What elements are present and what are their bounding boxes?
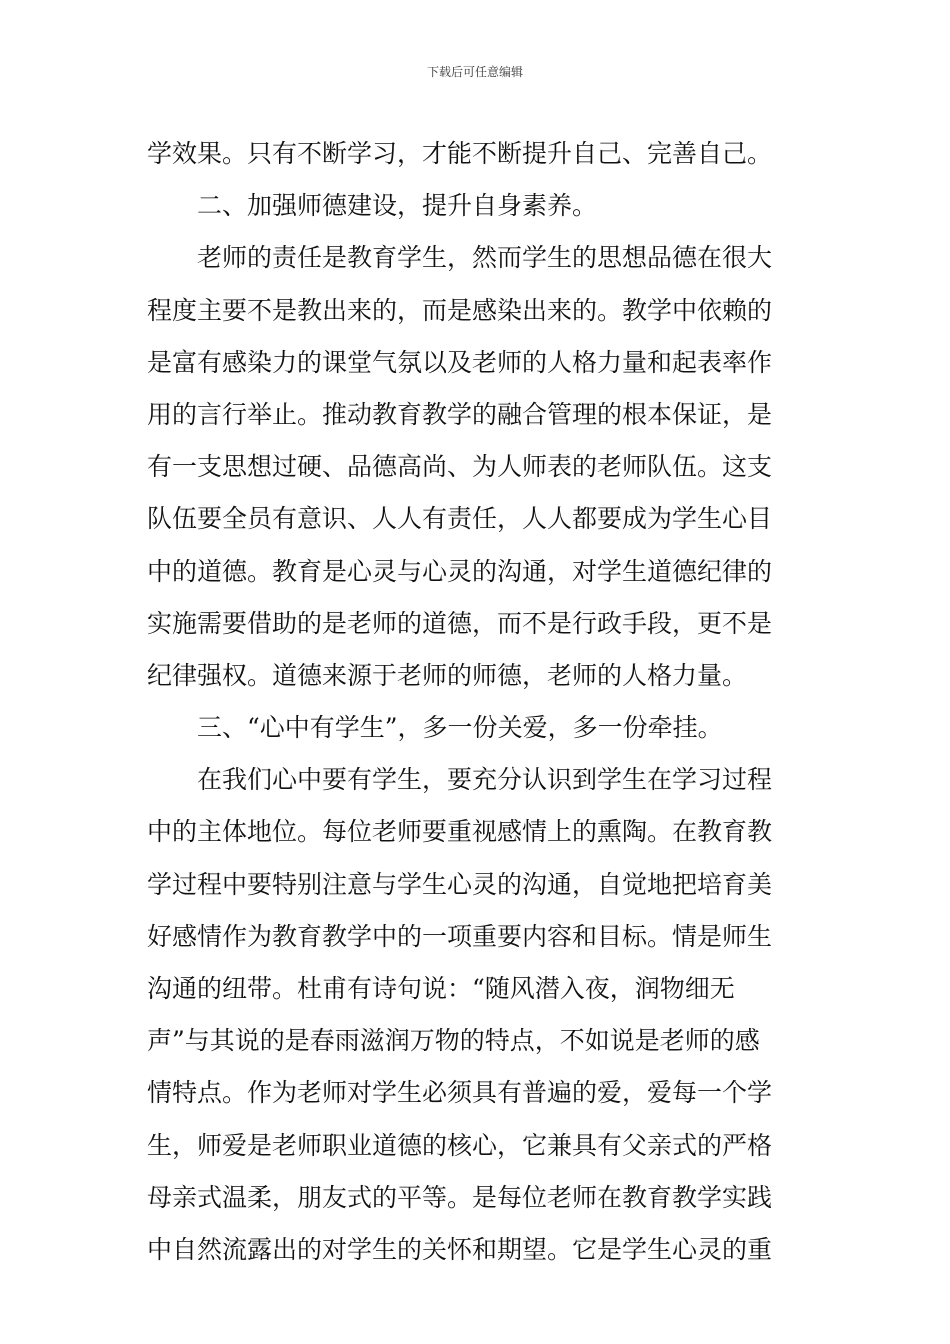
text-line: 在我们心中要有学生，要充分认识到学生在学习过程	[197, 765, 773, 795]
text-line: 声”与其说的是春雨滋润万物的特点，不如说是老师的感	[147, 1026, 760, 1056]
text-line: 情特点。作为老师对学生必须具有普遍的爱，爱每一个学	[147, 1078, 773, 1108]
section-heading: 三、“心中有学生”，多一份关爱，多一份牵挂。	[197, 713, 723, 743]
document-body	[147, 128, 807, 1276]
text-line: 有一支思想过硬、品德高尚、为人师表的老师队伍。这支	[147, 452, 773, 482]
text-line: 沟通的纽带。杜甫有诗句说：“随风潜入夜，润物细无	[147, 974, 735, 1003]
text-line: 老师的责任是教育学生，然而学生的思想品德在很大	[197, 243, 773, 273]
text-line: 学过程中要特别注意与学生心灵的沟通，自觉地把培育美	[147, 869, 773, 899]
text-line: 中自然流露出的对学生的关怀和期望。它是学生心灵的重	[147, 1234, 773, 1264]
section-heading: 二、加强师德建设，提升自身素养。	[197, 191, 598, 221]
text-line: 学效果。只有不断学习，才能不断提升自己、完善自己。	[147, 139, 773, 168]
text-line: 纪律强权。道德来源于老师的师德，老师的人格力量。	[147, 660, 748, 690]
text-line: 中的道德。教育是心灵与心灵的沟通，对学生道德纪律的	[147, 556, 773, 586]
text-line: 程度主要不是教出来的，而是感染出来的。教学中依赖的	[147, 295, 773, 325]
text-line: 母亲式温柔，朋友式的平等。是每位老师在教育教学实践	[147, 1182, 773, 1212]
text-line: 中的主体地位。每位老师要重视感情上的熏陶。在教育教	[147, 817, 773, 847]
text-line: 是富有感染力的课堂气氛以及老师的人格力量和起表率作	[147, 347, 773, 377]
text-line: 用的言行举止。推动教育教学的融合管理的根本保证，是	[147, 399, 773, 429]
text-line: 队伍要全员有意识、人人有责任，人人都要成为学生心目	[147, 504, 773, 534]
text-line: 生，师爱是老师职业道德的核心，它兼具有父亲式的严格	[147, 1130, 773, 1160]
page-header: 下载后可任意编辑	[426, 65, 523, 79]
text-line: 实施需要借助的是老师的道德，而不是行政手段，更不是	[147, 608, 773, 638]
text-line: 好感情作为教育教学中的一项重要内容和目标。情是师生	[147, 921, 773, 951]
